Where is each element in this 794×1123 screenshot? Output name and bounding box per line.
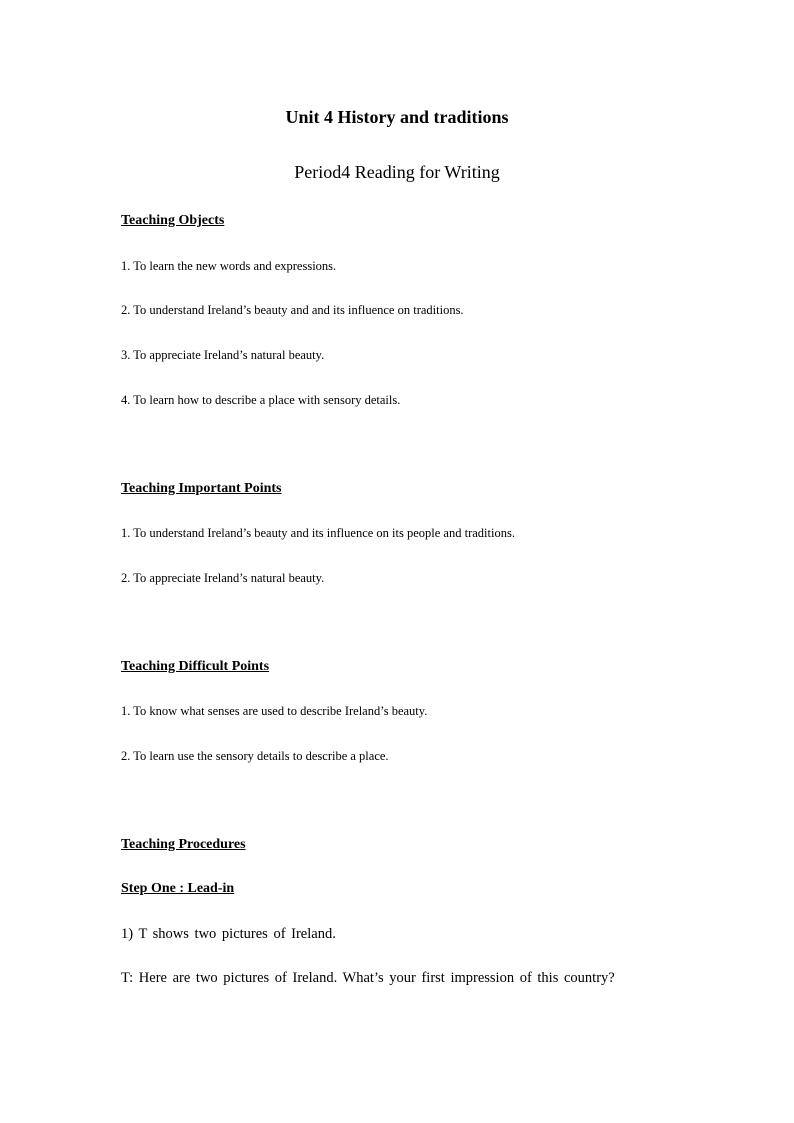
document-subtitle: Period4 Reading for Writing bbox=[294, 162, 500, 182]
objective-item-1: 1. To learn the new words and expressions. bbox=[121, 259, 337, 273]
objective-item-3: 3. To appreciate Ireland’s natural beauty. bbox=[121, 348, 325, 362]
section-heading-difficult-points: Teaching Difficult Points bbox=[121, 659, 270, 674]
section-heading-teaching-objects: Teaching Objects bbox=[121, 213, 225, 228]
important-point-item-1: 1. To understand Ireland’s beauty and its influence on its people and traditions. bbox=[121, 526, 515, 540]
difficult-point-item-2: 2. To learn use the sensory details to describe a place. bbox=[121, 749, 389, 763]
step-one-line-2: T: Here are two pictures of Ireland. What’s your first impression of this country? bbox=[121, 970, 615, 986]
objective-item-2: 2. To understand Ireland’s beauty and and its influence on traditions. bbox=[121, 303, 464, 317]
section-heading-teaching-procedures: Teaching Procedures bbox=[121, 837, 246, 852]
step-one-heading: Step One : Lead-in bbox=[121, 881, 235, 896]
objective-item-4: 4. To learn how to describe a place with sensory details. bbox=[121, 393, 401, 407]
section-heading-important-points: Teaching Important Points bbox=[121, 481, 282, 496]
important-point-item-2: 2. To appreciate Ireland’s natural beauty. bbox=[121, 571, 325, 585]
difficult-point-item-1: 1. To know what senses are used to describe Ireland’s beauty. bbox=[121, 704, 428, 718]
document-title: Unit 4 History and traditions bbox=[285, 107, 509, 127]
step-one-line-1: 1) T shows two pictures of Ireland. bbox=[121, 926, 336, 942]
